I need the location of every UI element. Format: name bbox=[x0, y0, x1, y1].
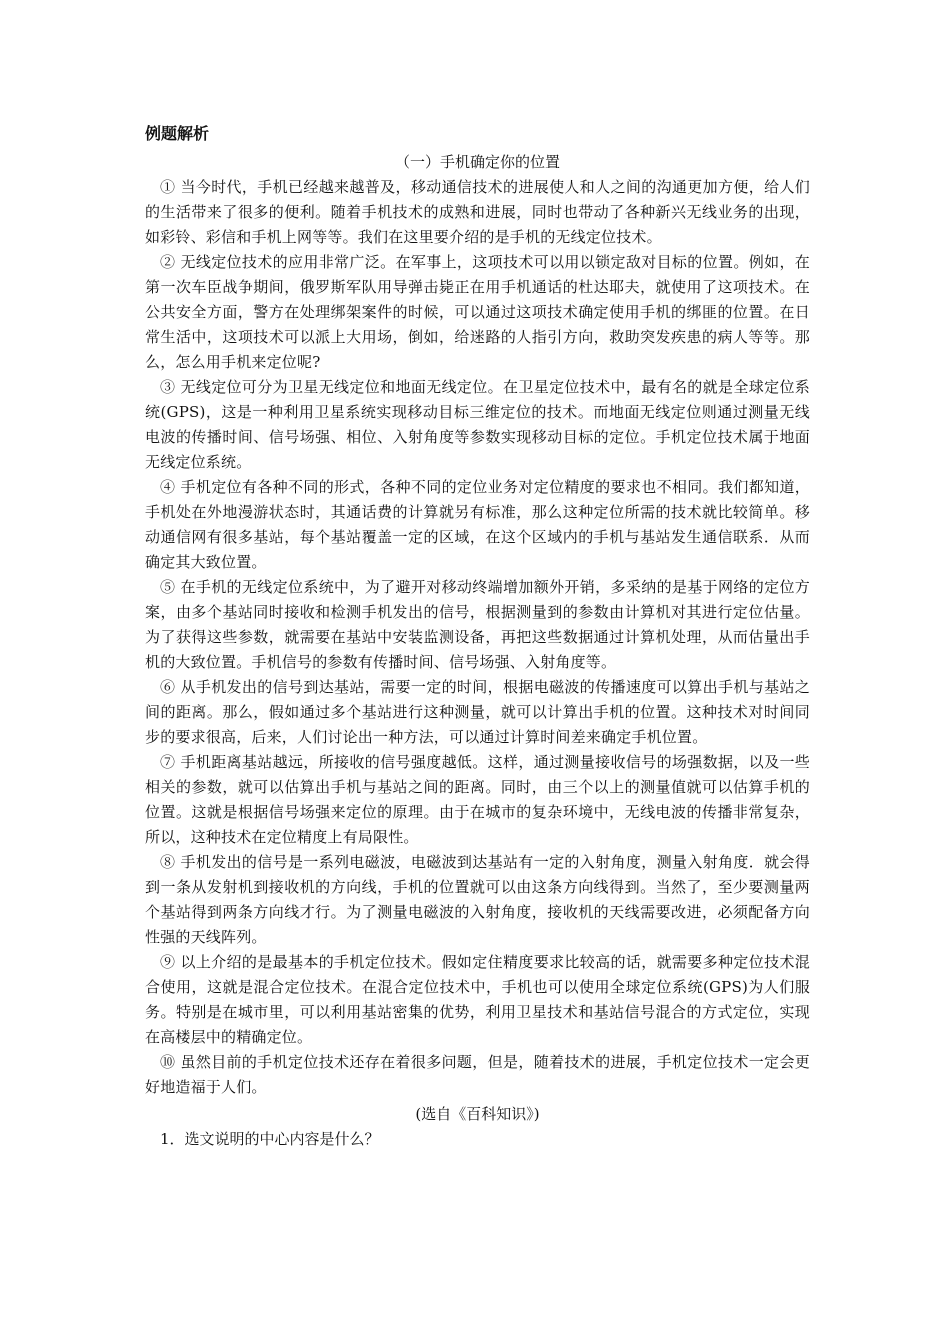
document-page bbox=[145, 122, 810, 1152]
paragraph-4: ④ 手机定位有各种不同的形式，各种不同的定位业务对定位精度的要求也不相同。我们都知道，手机处在外地漫游状态时，其通话费的计算就另有标准，那么这种定位所需的技术就比较简单。移动通信网有很多基站，每个基站覆盖一定的区域，在这个区域内的手机与基站发生通信联系．从而确定其大致位置。 bbox=[145, 478, 810, 571]
paragraph-8: ⑧ 手机发出的信号是一系列电磁波，电磁波到达基站有一定的入射角度，测量入射角度．就会得到一条从发射机到接收机的方向线，手机的位置就可以由这条方向线得到。当然了，至少要测量两个基站得到两条方向线才行。为了测量电磁波的入射角度，接收机的天线需要改进，必须配备方向性强的天线阵列。 bbox=[145, 853, 810, 946]
paragraph-3: ③ 无线定位可分为卫星无线定位和地面无线定位。在卫星定位技术中，最有名的就是全球定位系统(GPS)，这是一种利用卫星系统实现移动目标三维定位的技术。而地面无线定位则通过测量无线电波的传播时间、信号场强、相位、入射角度等参数实现移动目标的定位。手机定位技术属于地面无线定位系统。 bbox=[145, 378, 810, 471]
paragraph-6: ⑥ 从手机发出的信号到达基站，需要一定的时间，根据电磁波的传播速度可以算出手机与基站之间的距离。那么，假如通过多个基站进行这种测量，就可以计算出手机的位置。这种技术对时间同步的要求很高，后来，人们讨论出一种方法，可以通过计算时间差来确定手机位置。 bbox=[145, 678, 810, 746]
paragraph-10: ⑩ 虽然目前的手机定位技术还存在着很多问题，但是，随着技术的进展，手机定位技术一定会更好地造福于人们。 bbox=[145, 1053, 810, 1096]
source-citation: (选自《百科知识》) bbox=[415, 1105, 540, 1123]
article-title: （一）手机确定你的位置 bbox=[394, 153, 560, 171]
section-heading: 例题解析 bbox=[145, 124, 210, 143]
paragraph-5: ⑤ 在手机的无线定位系统中，为了避开对移动终端增加额外开销，多采纳的是基于网络的定位方案，由多个基站同时接收和检测手机发出的信号，根据测量到的参数由计算机对其进行定位估量。为了获得这些参数，就需要在基站中安装监测设备，再把这些数据通过计算机处理，从而估量出手机的大致位置。手机信号的参数有传播时间、信号场强、入射角度等。 bbox=[145, 578, 810, 671]
paragraph-1: ① 当今时代，手机已经越来越普及，移动通信技术的进展使人和人之间的沟通更加方便，给人们的生活带来了很多的便利。随着手机技术的成熟和进展，同时也带动了各种新兴无线业务的出现，如彩铃、彩信和手机上网等等。我们在这里要介绍的是手机的无线定位技术。 bbox=[145, 178, 810, 246]
question-1: 1．选文说明的中心内容是什么？ bbox=[160, 1130, 380, 1148]
paragraph-7: ⑦ 手机距离基站越远，所接收的信号强度越低。这样，通过测量接收信号的场强数据，以及一些相关的参数，就可以估算出手机与基站之间的距离。同时，由三个以上的测量值就可以估算手机的位置。这就是根据信号场强来定位的原理。由于在城市的复杂环境中，无线电波的传播非常复杂，所以，这种技术在定位精度上有局限性。 bbox=[145, 753, 810, 846]
paragraph-9: ⑨ 以上介绍的是最基本的手机定位技术。假如定住精度要求比较高的话，就需要多种定位技术混合使用，这就是混合定位技术。在混合定位技术中，手机也可以使用全球定位系统(GPS)为人们服务。特别是在城市里，可以利用基站密集的优势，利用卫星技术和基站信号混合的方式定位，实现在高楼层中的精确定位。 bbox=[145, 953, 810, 1046]
paragraph-2: ② 无线定位技术的应用非常广泛。在军事上，这项技术可以用以锁定敌对目标的位置。例如，在第一次车臣战争期间，俄罗斯军队用导弹击毙正在用手机通话的杜达耶夫，就使用了这项技术。在公共安全方面，警方在处理绑架案件的时候，可以通过这项技术确定使用手机的绑匪的位置。在日常生活中，这项技术可以派上大用场，倒如，给迷路的人指引方向，救助突发疾患的病人等等。那么，怎么用手机来定位呢? bbox=[145, 253, 810, 371]
